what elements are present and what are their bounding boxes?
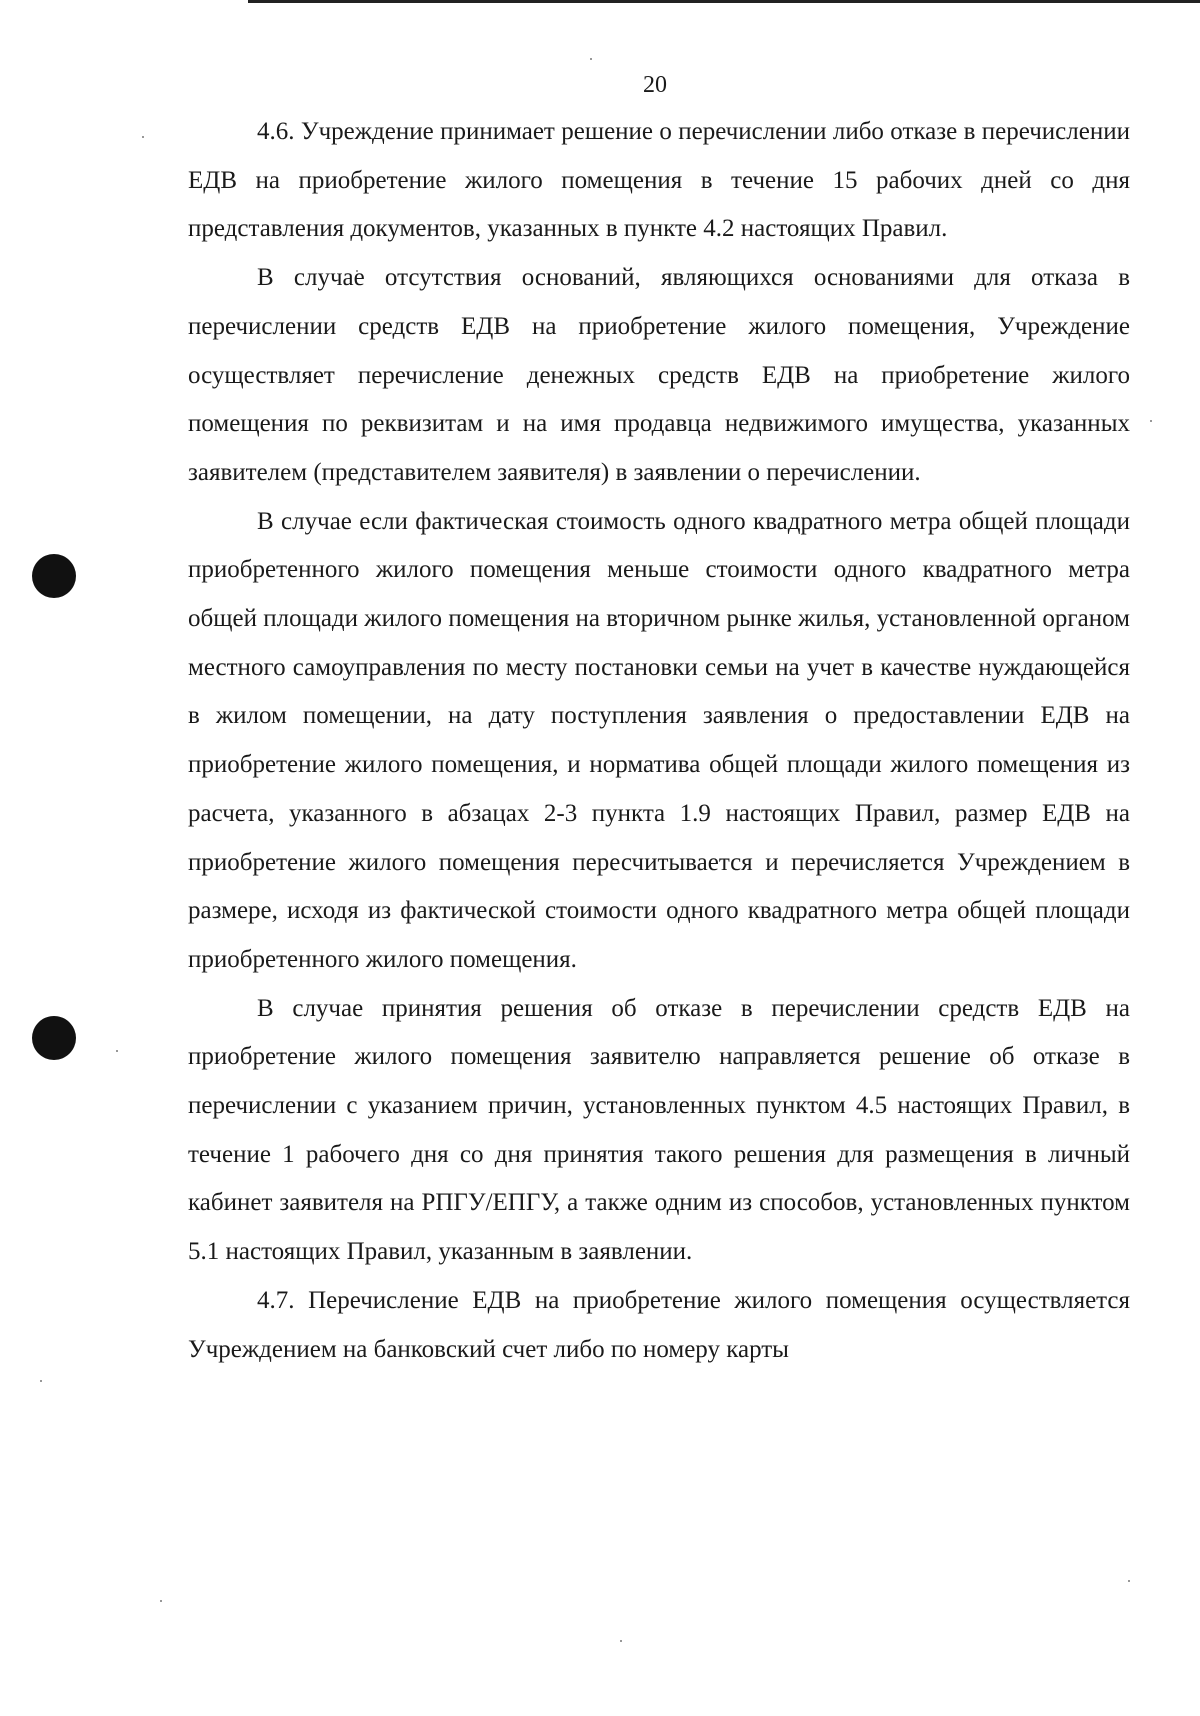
scan-speck xyxy=(116,1050,118,1052)
scan-speck xyxy=(160,1600,162,1602)
scan-speck xyxy=(1128,1580,1130,1582)
scan-top-border xyxy=(248,0,1200,3)
document-body xyxy=(188,108,1130,1374)
scan-speck xyxy=(590,58,592,60)
scan-speck xyxy=(142,136,144,138)
paragraph-4-6: 4.6. Учреждение принимает решение о перечислении либо отказе в перечислении ЕДВ на приобретение жилого помещения в течение 15 рабочих дней со дня представления документов, указанных в пункте 4.2 настоящих Правил. xyxy=(188,118,1130,243)
paragraph-4-7: 4.7. Перечисление ЕДВ на приобретение жилого помещения осуществляется Учреждением на банковский счет либо по номеру карты xyxy=(188,1286,1130,1363)
binder-hole-bottom xyxy=(32,1016,76,1060)
binder-hole-top xyxy=(32,554,76,598)
scan-speck xyxy=(40,1380,42,1382)
paragraph-actual-cost: В случае если фактическая стоимость одного квадратного метра общей площади приобретенного жилого помещения меньше стоимости одного квадратного метра общей площади жилого помещения на вторичном рынке жилья, установленной органом местного самоуправления по месту постановки семьи на учет в качестве нуждающейся в жилом помещении, на дату поступления заявления о предоставлении ЕДВ на приобретение жилого помещения, и норматива общей площади жилого помещения из расчета, указанного в абзацах 2-3 пункта 1.9 настоящих Правил, размер ЕДВ на приобретение жилого помещения пересчитывается и перечисляется Учреждением в размере, исходя из фактической стоимости одного квадратного метра общей площади приобретенного жилого помещения. xyxy=(188,507,1130,973)
scan-speck xyxy=(1150,420,1152,422)
scan-speck xyxy=(620,1640,622,1642)
paragraph-no-grounds: В случае отсутствия оснований, являющихся основаниями для отказа в перечислении средств ЕДВ на приобретение жилого помещения, Учреждение осуществляет перечисление денежных средств ЕДВ на приобретение жилого помещения по реквизитам и на имя продавца недвижимого имущества, указанных заявителем (представителем заявителя) в заявлении о перечислении. xyxy=(188,264,1130,486)
page-number: 20 xyxy=(643,72,667,98)
paragraph-refusal: В случае принятия решения об отказе в перечислении средств ЕДВ на приобретение жилого помещения заявителю направляется решение об отказе в перечислении с указанием причин, установленных пунктом 4.5 настоящих Правил, в течение 1 рабочего дня со дня принятия такого решения для размещения в личный кабинет заявителя на РПГУ/ЕПГУ, а также одним из способов, установленных пунктом 5.1 настоящих Правил, указанным в заявлении. xyxy=(188,994,1130,1266)
